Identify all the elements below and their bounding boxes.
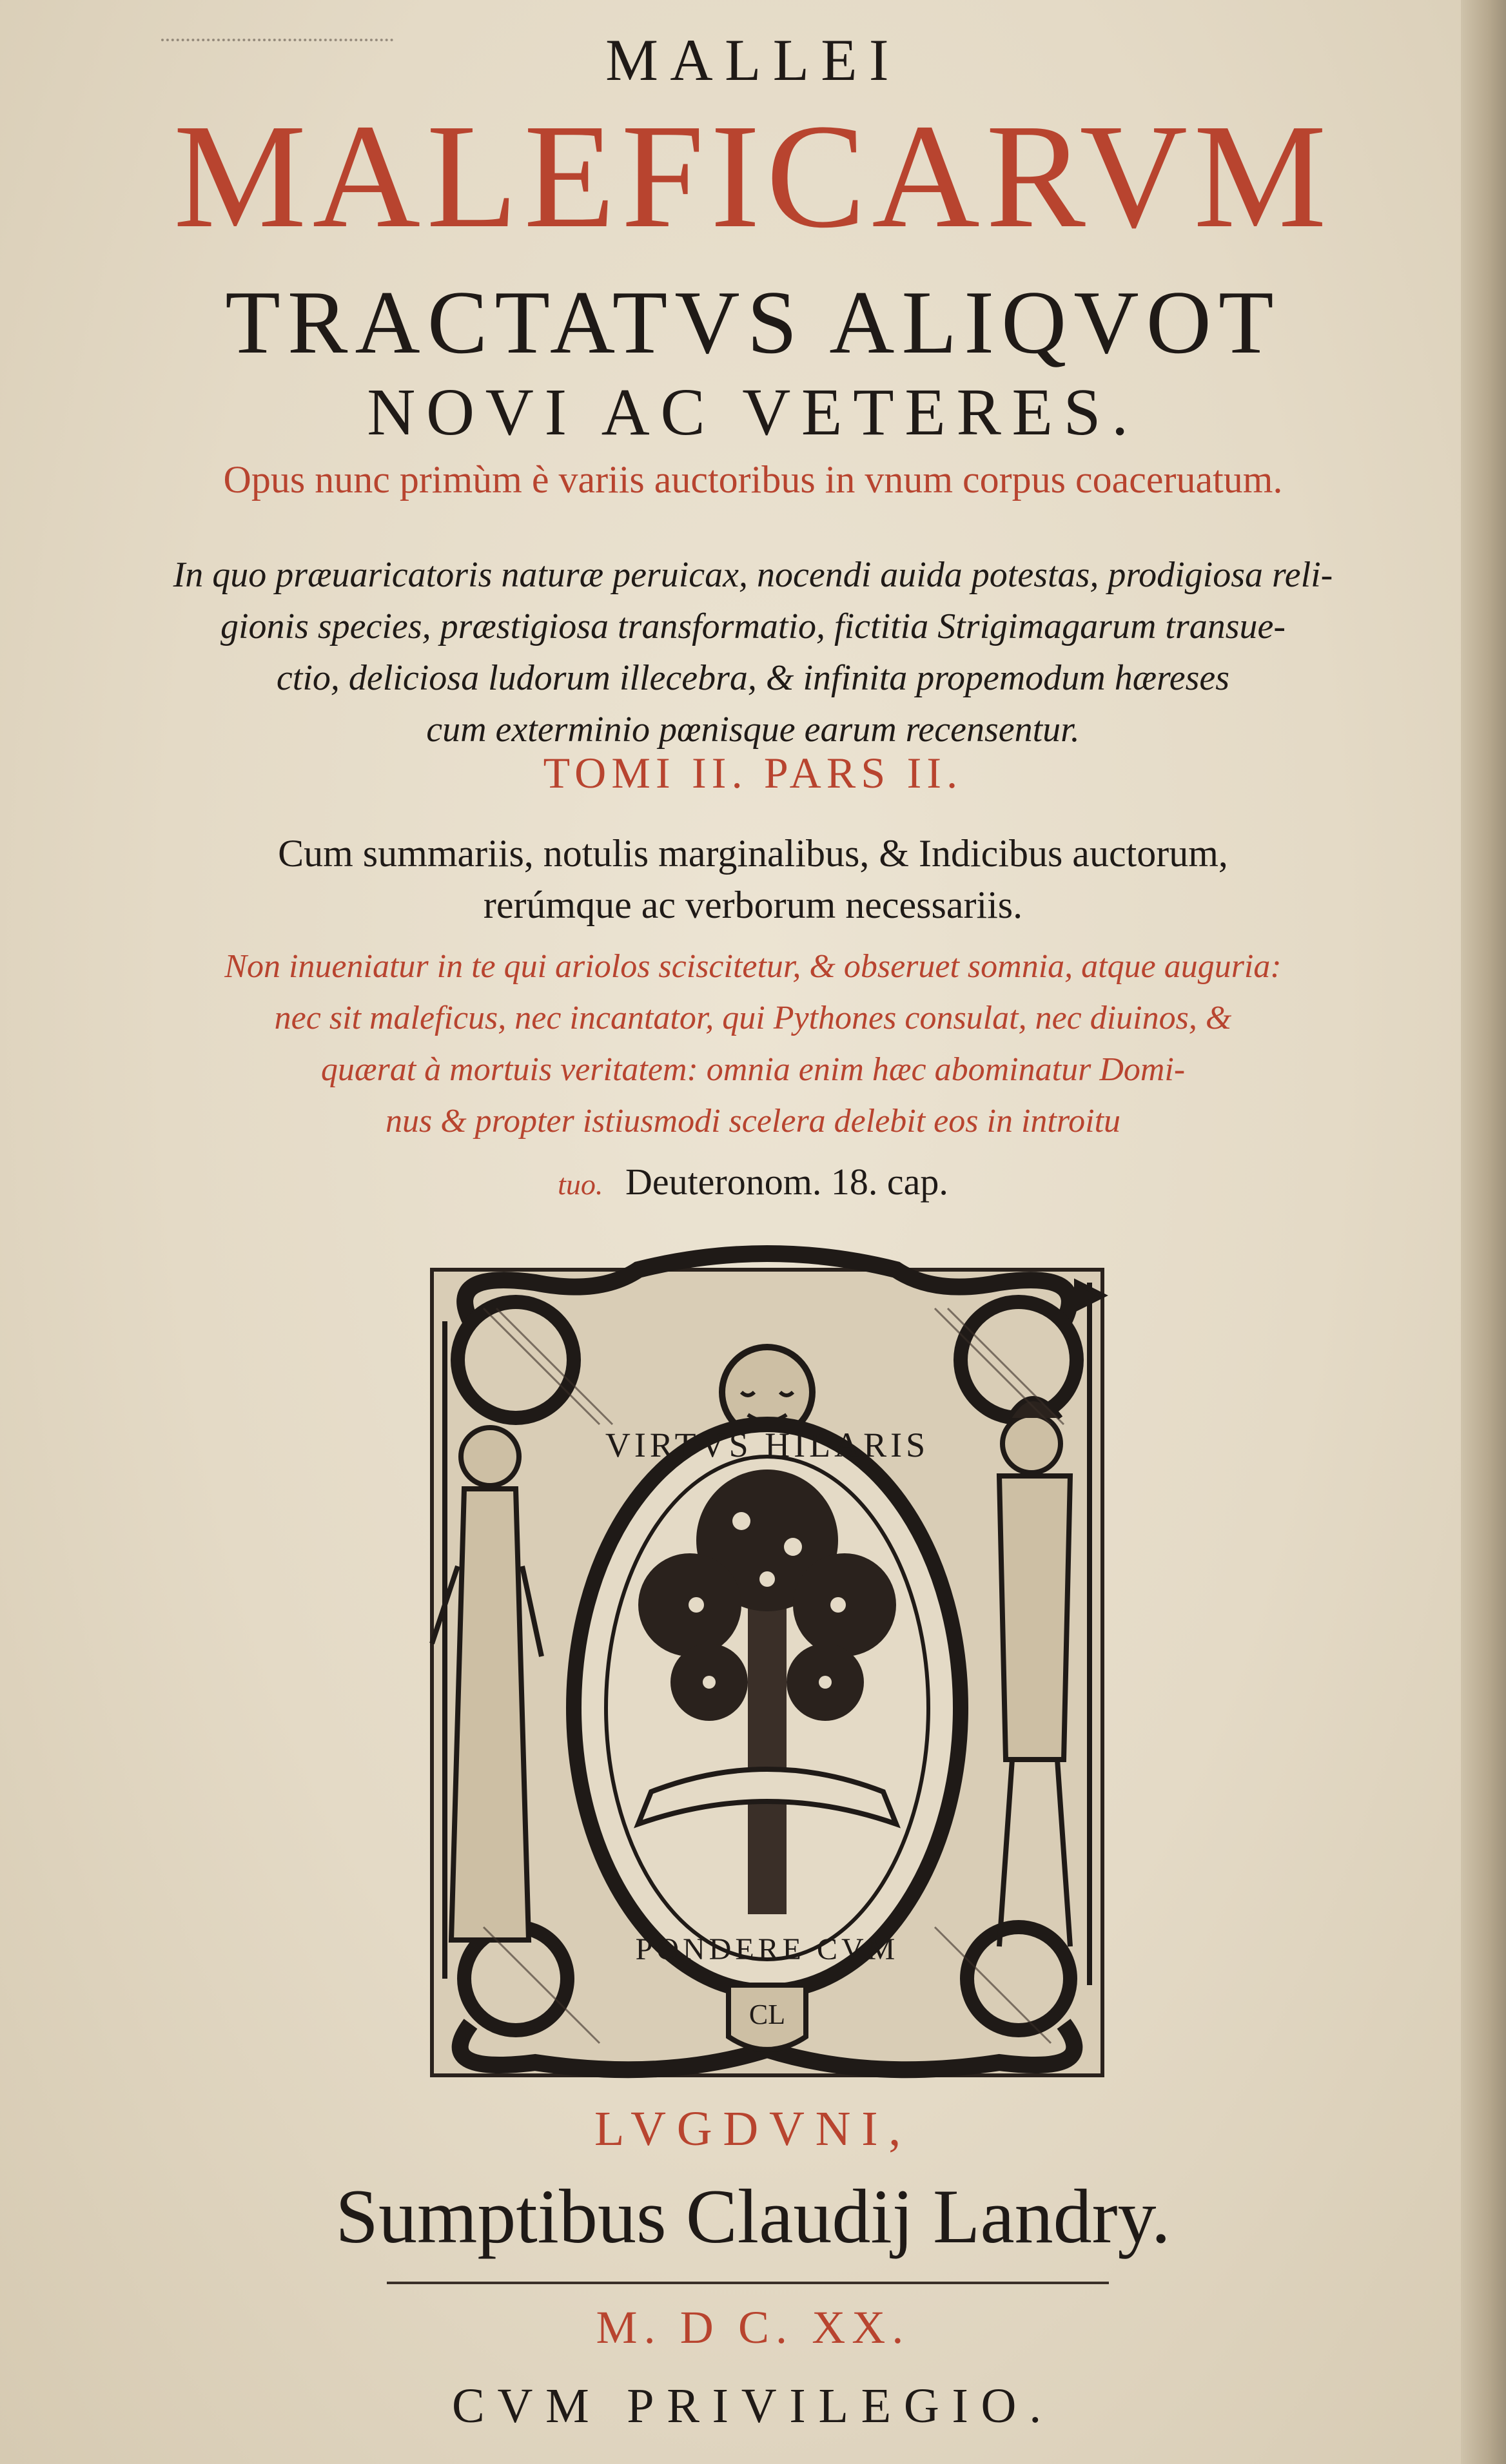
quote-tuo: tuo. xyxy=(558,1168,603,1201)
description-line-3: ctio, deliciosa ludorum illecebra, & infinita propemodum hæreses xyxy=(276,658,1230,698)
description-line-4: cum exterminio pœnisque earum recensentur. xyxy=(426,710,1080,750)
subtitle-opus: Opus nunc primùm è variis auctoribus in vnum corpus coaceruatum. xyxy=(223,458,1283,501)
imprint-year: M. D C. XX. xyxy=(596,2302,910,2353)
imprint-privilege: CVM PRIVILEGIO. xyxy=(452,2379,1054,2433)
quote-reference-line xyxy=(0,1160,1506,1203)
quote-reference: Deuteronom. 18. cap. xyxy=(625,1161,948,1203)
quote-line-4: nus & propter istiusmodi scelera delebit eos in introitu xyxy=(385,1103,1121,1140)
title-novi: NOVI AC VETERES. xyxy=(367,375,1139,449)
description-line-2: gionis species, præstigiosa transformatio, fictitia Strigimagarum transue- xyxy=(220,606,1286,646)
quote-line-2: nec sit maleficus, nec incantator, qui Pythones consulat, nec diuinos, & xyxy=(274,1000,1232,1036)
device-motto-bottom: PONDERE CVM xyxy=(635,1932,899,1966)
device-motto-top: VIRTVS HILARIS xyxy=(605,1426,930,1464)
imprint-publisher: Sumptibus Claudij Landry. xyxy=(335,2173,1171,2259)
woodcut-illustration xyxy=(406,1244,1128,2101)
quote-line-3: quærat à mortuis veritatem: omnia enim hæc abominatur Domi- xyxy=(320,1051,1186,1088)
quote-line-1: Non inueniatur in te qui ariolos sciscitetur, & obseruet somnia, atque auguria: xyxy=(224,948,1282,985)
title-mallei: MALLEI xyxy=(605,27,901,93)
title-maleficarum: MALEFICARVM xyxy=(173,93,1333,259)
device-monogram: CL xyxy=(748,1999,786,2030)
imprint-place: LVGDVNI, xyxy=(594,2102,912,2156)
summary-line-2: rerúmque ac verborum necessariis. xyxy=(483,884,1023,926)
description-line-1: In quo præuaricatoris naturæ peruicax, nocendi auida potestas, prodigiosa reli- xyxy=(173,555,1333,595)
printers-device-woodcut xyxy=(406,1244,1128,2101)
decorative-rule xyxy=(387,2282,1109,2291)
title-tractatus: TRACTATVS ALIQVOT xyxy=(225,273,1281,373)
tomi-pars: TOMI II. PARS II. xyxy=(543,748,963,797)
summary-line-1: Cum summariis, notulis marginalibus, & Indicibus auctorum, xyxy=(278,832,1228,875)
